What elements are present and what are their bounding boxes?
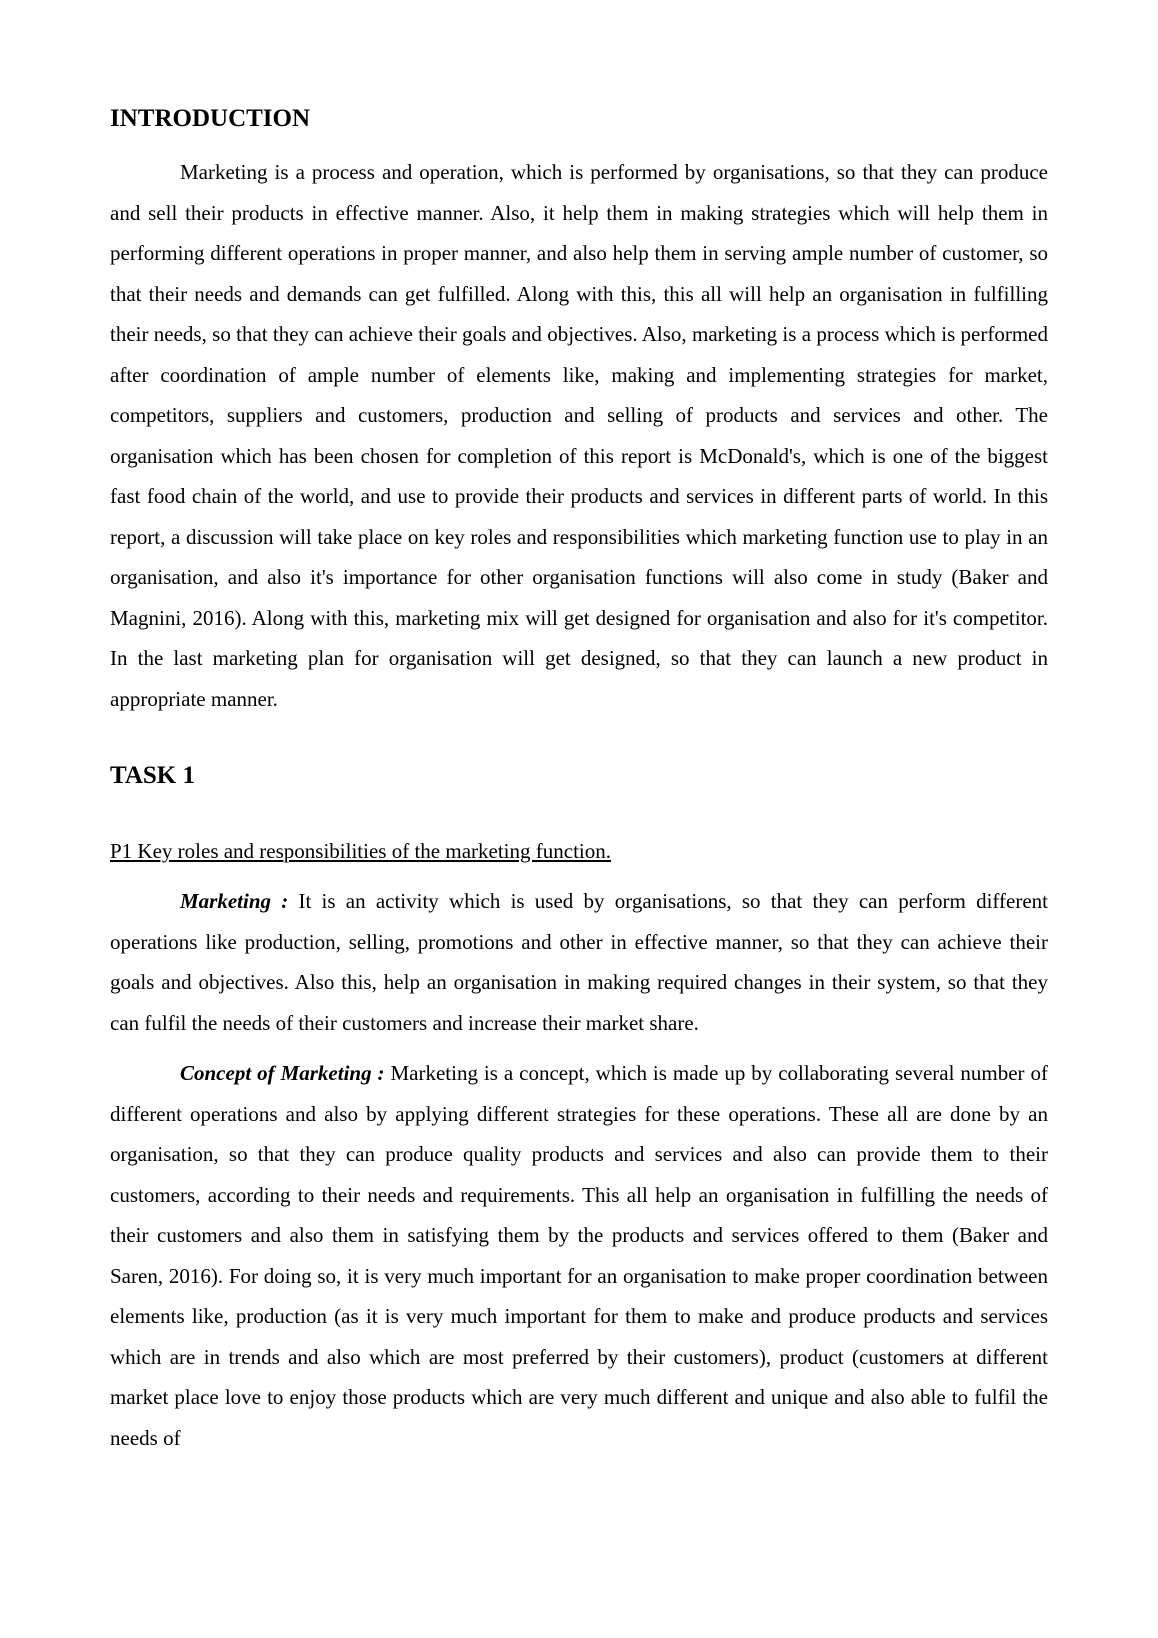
p1-subheading: P1 Key roles and responsibilities of the marketing function. bbox=[110, 839, 611, 863]
document-page bbox=[110, 104, 1048, 1458]
marketing-definition-text: It is an activity which is used by organisations, so that they can perform different operations like production, selling, promotions and other in effective manner, so that they can achieve their goals and objectives. Also this, help an organisation in making required changes in their system, so that they can fulfil the needs of their customers and increase their market share. bbox=[110, 889, 1048, 1035]
introduction-paragraph: Marketing is a process and operation, which is performed by organisations, so that they can produce and sell their products in effective manner. Also, it help them in making strategies which will help them in performing different operations in proper manner, and also help them in serving ample number of customer, so that their needs and demands can get fulfilled. Along with this, this all will help an organisation in fulfilling their needs, so that they can achieve their goals and objectives. Also, marketing is a process which is performed after coordination of ample number of elements like, making and implementing strategies for market, competitors, suppliers and customers, production and selling of products and services and other. The organisation which has been chosen for completion of this report is McDonald's, which is one of the biggest fast food chain of the world, and use to provide their products and services in different parts of world. In this report, a discussion will take place on key roles and responsibilities which marketing function use to play in an organisation, and also it's importance for other organisation functions will also come in study (Baker and Magnini, 2016). Along with this, marketing mix will get designed for organisation and also for it's competitor. In the last marketing plan for organisation will get designed, so that they can launch a new product in appropriate manner. bbox=[110, 160, 1048, 711]
marketing-term: Marketing : bbox=[180, 889, 289, 913]
task-1-heading: TASK 1 bbox=[110, 762, 195, 789]
concept-of-marketing-text: Marketing is a concept, which is made up by collaborating several number of different operations and also by applying different strategies for these operations. These all are done by an organisation, so that they can produce quality products and services and also can provide them to their customers, according to their needs and requirements. This all help an organisation in fulfilling the needs of their customers and also them in satisfying them by the products and services offered to them (Baker and Saren, 2016). For doing so, it is very much important for an organisation to make proper coordination between elements like, production (as it is very much important for them to make and produce products and services which are in trends and also which are most preferred by their customers), product (customers at different market place love to enjoy those products which are very much different and unique and also able to fulfil the needs of bbox=[110, 1061, 1048, 1450]
concept-of-marketing-term: Concept of Marketing : bbox=[180, 1061, 385, 1085]
concept-of-marketing-paragraph bbox=[110, 1053, 1048, 1458]
introduction-heading: INTRODUCTION bbox=[110, 105, 311, 132]
marketing-definition-paragraph bbox=[110, 881, 1048, 1043]
